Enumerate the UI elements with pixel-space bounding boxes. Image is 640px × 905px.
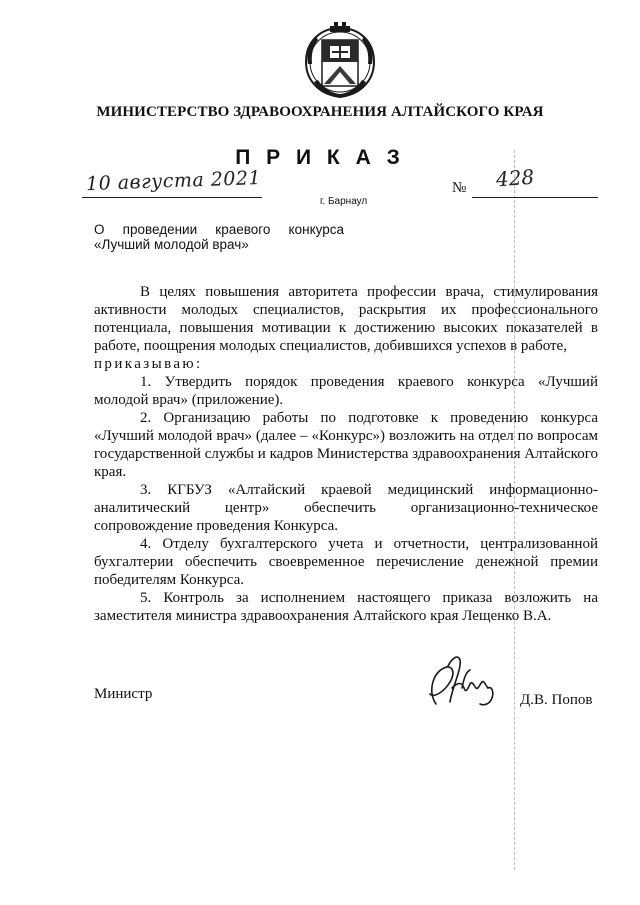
order-item-5: 5. Контроль за исполнением настоящего приказа возложить на заместителя министра здравоохранения Алтайского края Лещенко В.А. [94,590,598,624]
handwritten-order-number: 428 [495,164,535,192]
signatory-name: Д.В. Попов [520,692,593,708]
order-item-2: 2. Организацию работы по подготовке к проведению конкурса «Лучший молодой врач» (далее – «Конкурс») возложить на отдел по вопросам государственной службы и кадров Министерства здравоохранения Алтайского края. [94,410,598,480]
number-underline [472,197,598,198]
subject-line-2: «Лучший молодой врач» [94,237,249,252]
subject-line-1: О проведении краевого конкурса [94,222,344,237]
date-underline [82,197,262,198]
altai-krai-coat-of-arms-icon [300,22,380,102]
city-label: г. Барнаул [320,196,368,207]
signatory-position: Министр [94,686,153,702]
handwritten-date: 10 августа 2021 [85,166,262,196]
order-title: П Р И К А З [235,146,405,169]
handwritten-signature-icon [422,648,502,718]
intro-paragraph: В целях повышения авторитета профессии врача, стимулирования активности молодых специалистов, раскрытия их профессионального потенциала, повышения мотивации к достижению высоких показателей в работе, поощрения молодых специалистов, добившихся успехов в работе, [94,284,598,354]
order-subject [94,222,344,252]
order-item-4: 4. Отделу бухгалтерского учета и отчетности, централизованной бухгалтерии обеспечить своевременное перечисление денежной премии победителям Конкурса. [94,536,598,588]
order-item-1: 1. Утвердить порядок проведения краевого конкурса «Лучший молодой врач» (приложение). [94,374,598,408]
ministry-title: МИНИСТЕРСТВО ЗДРАВООХРАНЕНИЯ АЛТАЙСКОГО КРАЯ [96,104,544,120]
order-item-3: 3. КГБУЗ «Алтайский краевой медицинский информационно-аналитический центр» обеспечить организационно-техническое сопровождение проведения Конкурса. [94,482,598,534]
number-label: № [452,180,467,196]
order-word: приказываю: [94,356,203,372]
order-body [94,283,598,625]
